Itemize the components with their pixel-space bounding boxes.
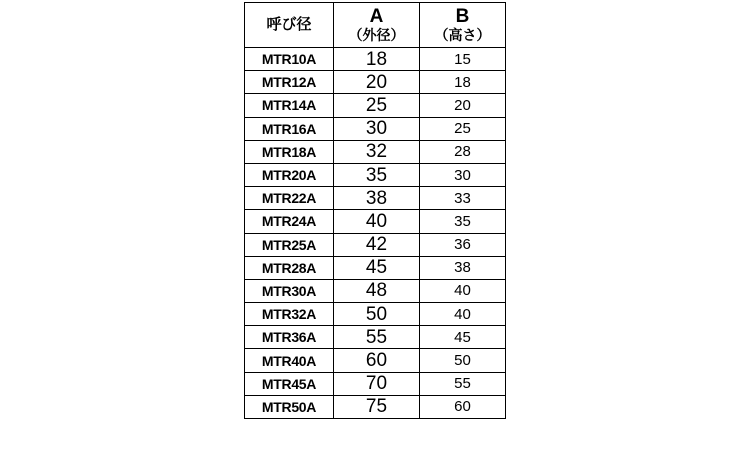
nominal-size-cell: MTR30A [245,279,334,302]
size-spec-table [244,2,506,419]
table-body [245,48,506,419]
table-row [245,94,506,117]
outer-diameter-cell: 30 [334,117,420,140]
nominal-size-cell: MTR40A [245,349,334,372]
nominal-size-cell: MTR32A [245,303,334,326]
height-cell: 15 [420,48,506,71]
outer-diameter-cell: 20 [334,71,420,94]
height-cell: 28 [420,140,506,163]
outer-diameter-cell: 45 [334,256,420,279]
nominal-size-cell: MTR16A [245,117,334,140]
height-cell: 20 [420,94,506,117]
outer-diameter-cell: 75 [334,395,420,418]
nominal-size-cell: MTR50A [245,395,334,418]
table-row [245,163,506,186]
table-row [245,233,506,256]
nominal-size-cell: MTR20A [245,163,334,186]
outer-diameter-cell: 40 [334,210,420,233]
nominal-size-cell: MTR12A [245,71,334,94]
height-cell: 30 [420,163,506,186]
height-cell: 36 [420,233,506,256]
table-row [245,395,506,418]
height-cell: 25 [420,117,506,140]
outer-diameter-cell: 42 [334,233,420,256]
header-b-sublabel: （高さ） [434,26,491,43]
table-row [245,187,506,210]
height-cell: 18 [420,71,506,94]
table-header [245,3,506,48]
height-cell: 45 [420,326,506,349]
table-row [245,210,506,233]
header-a-outer-diameter [334,3,420,48]
outer-diameter-cell: 70 [334,372,420,395]
header-row [245,3,506,48]
height-cell: 55 [420,372,506,395]
table-row [245,256,506,279]
nominal-size-cell: MTR14A [245,94,334,117]
table-row [245,372,506,395]
nominal-size-cell: MTR28A [245,256,334,279]
table-row [245,326,506,349]
outer-diameter-cell: 25 [334,94,420,117]
height-cell: 35 [420,210,506,233]
nominal-size-cell: MTR22A [245,187,334,210]
table-row [245,117,506,140]
header-b-height [420,3,506,48]
header-a-sublabel: （外径） [348,26,405,43]
nominal-size-cell: MTR10A [245,48,334,71]
outer-diameter-cell: 18 [334,48,420,71]
table-row [245,48,506,71]
table-row [245,279,506,302]
height-cell: 40 [420,303,506,326]
nominal-size-cell: MTR36A [245,326,334,349]
outer-diameter-cell: 50 [334,303,420,326]
outer-diameter-cell: 35 [334,163,420,186]
outer-diameter-cell: 55 [334,326,420,349]
header-a-label: A [369,5,384,27]
nominal-size-cell: MTR18A [245,140,334,163]
table-row [245,349,506,372]
height-cell: 60 [420,395,506,418]
outer-diameter-cell: 48 [334,279,420,302]
outer-diameter-cell: 60 [334,349,420,372]
height-cell: 50 [420,349,506,372]
outer-diameter-cell: 38 [334,187,420,210]
header-nominal-size-label: 呼び径 [266,16,312,33]
nominal-size-cell: MTR25A [245,233,334,256]
height-cell: 40 [420,279,506,302]
height-cell: 33 [420,187,506,210]
table-row [245,71,506,94]
nominal-size-cell: MTR24A [245,210,334,233]
table-row [245,140,506,163]
nominal-size-cell: MTR45A [245,372,334,395]
height-cell: 38 [420,256,506,279]
header-nominal-size [245,3,334,48]
header-b-label: B [455,5,470,27]
table-row [245,303,506,326]
outer-diameter-cell: 32 [334,140,420,163]
